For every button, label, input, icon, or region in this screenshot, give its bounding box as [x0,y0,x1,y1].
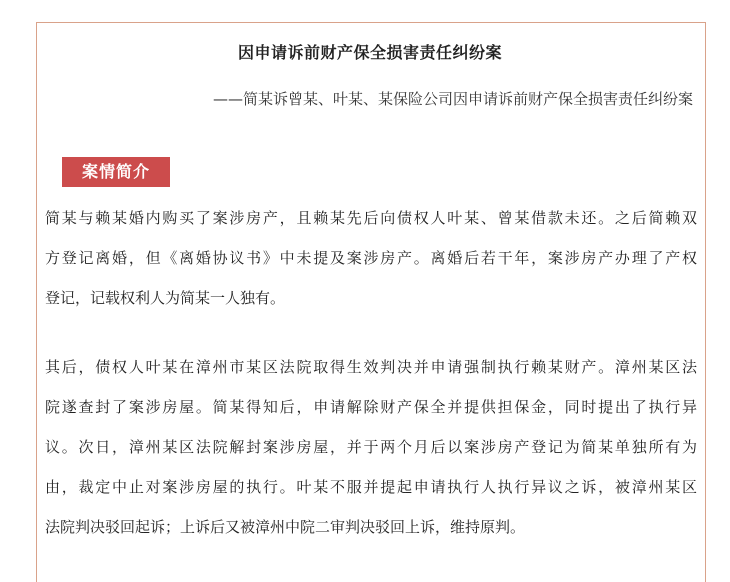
section-tag-case-summary: 案情简介 [62,157,170,187]
paragraph-line: 登记，记载权利人为简某一人独有。 [45,289,286,307]
article-subtitle: ——简某诉曾某、叶某、某保险公司因申请诉前财产保全损害责任纠纷案 [212,90,693,108]
paragraph-line: 法院判决驳回起诉；上诉后又被漳州中院二审判决驳回上诉，维持原判。 [45,518,526,536]
paragraph-line: 院遂查封了案涉房屋。简某得知后，申请解除财产保全并提供担保金，同时提出了执行异 [45,398,697,416]
paragraph-1 [45,198,697,318]
paragraph-line: 方登记离婚，但《离婚协议书》中未提及案涉房产。离婚后若干年，案涉房产办理了产权 [45,249,697,267]
paragraph-line: 简某与赖某婚内购买了案涉房产，且赖某先后向债权人叶某、曾某借款未还。之后简赖双 [45,209,697,227]
paragraph-line: 其后，债权人叶某在漳州市某区法院取得生效判决并申请强制执行赖某财产。漳州某区法 [45,358,697,376]
article-title: 因申请诉前财产保全损害责任纠纷案 [237,43,502,62]
paragraph-2 [45,347,697,547]
paragraph-line: 议。次日，漳州某区法院解封案涉房屋，并于两个月后以案涉房产登记为简某单独所有为 [45,438,697,456]
paragraph-line: 由，裁定中止对案涉房屋的执行。叶某不服并提起申请执行人执行异议之诉，被漳州某区 [45,478,697,496]
